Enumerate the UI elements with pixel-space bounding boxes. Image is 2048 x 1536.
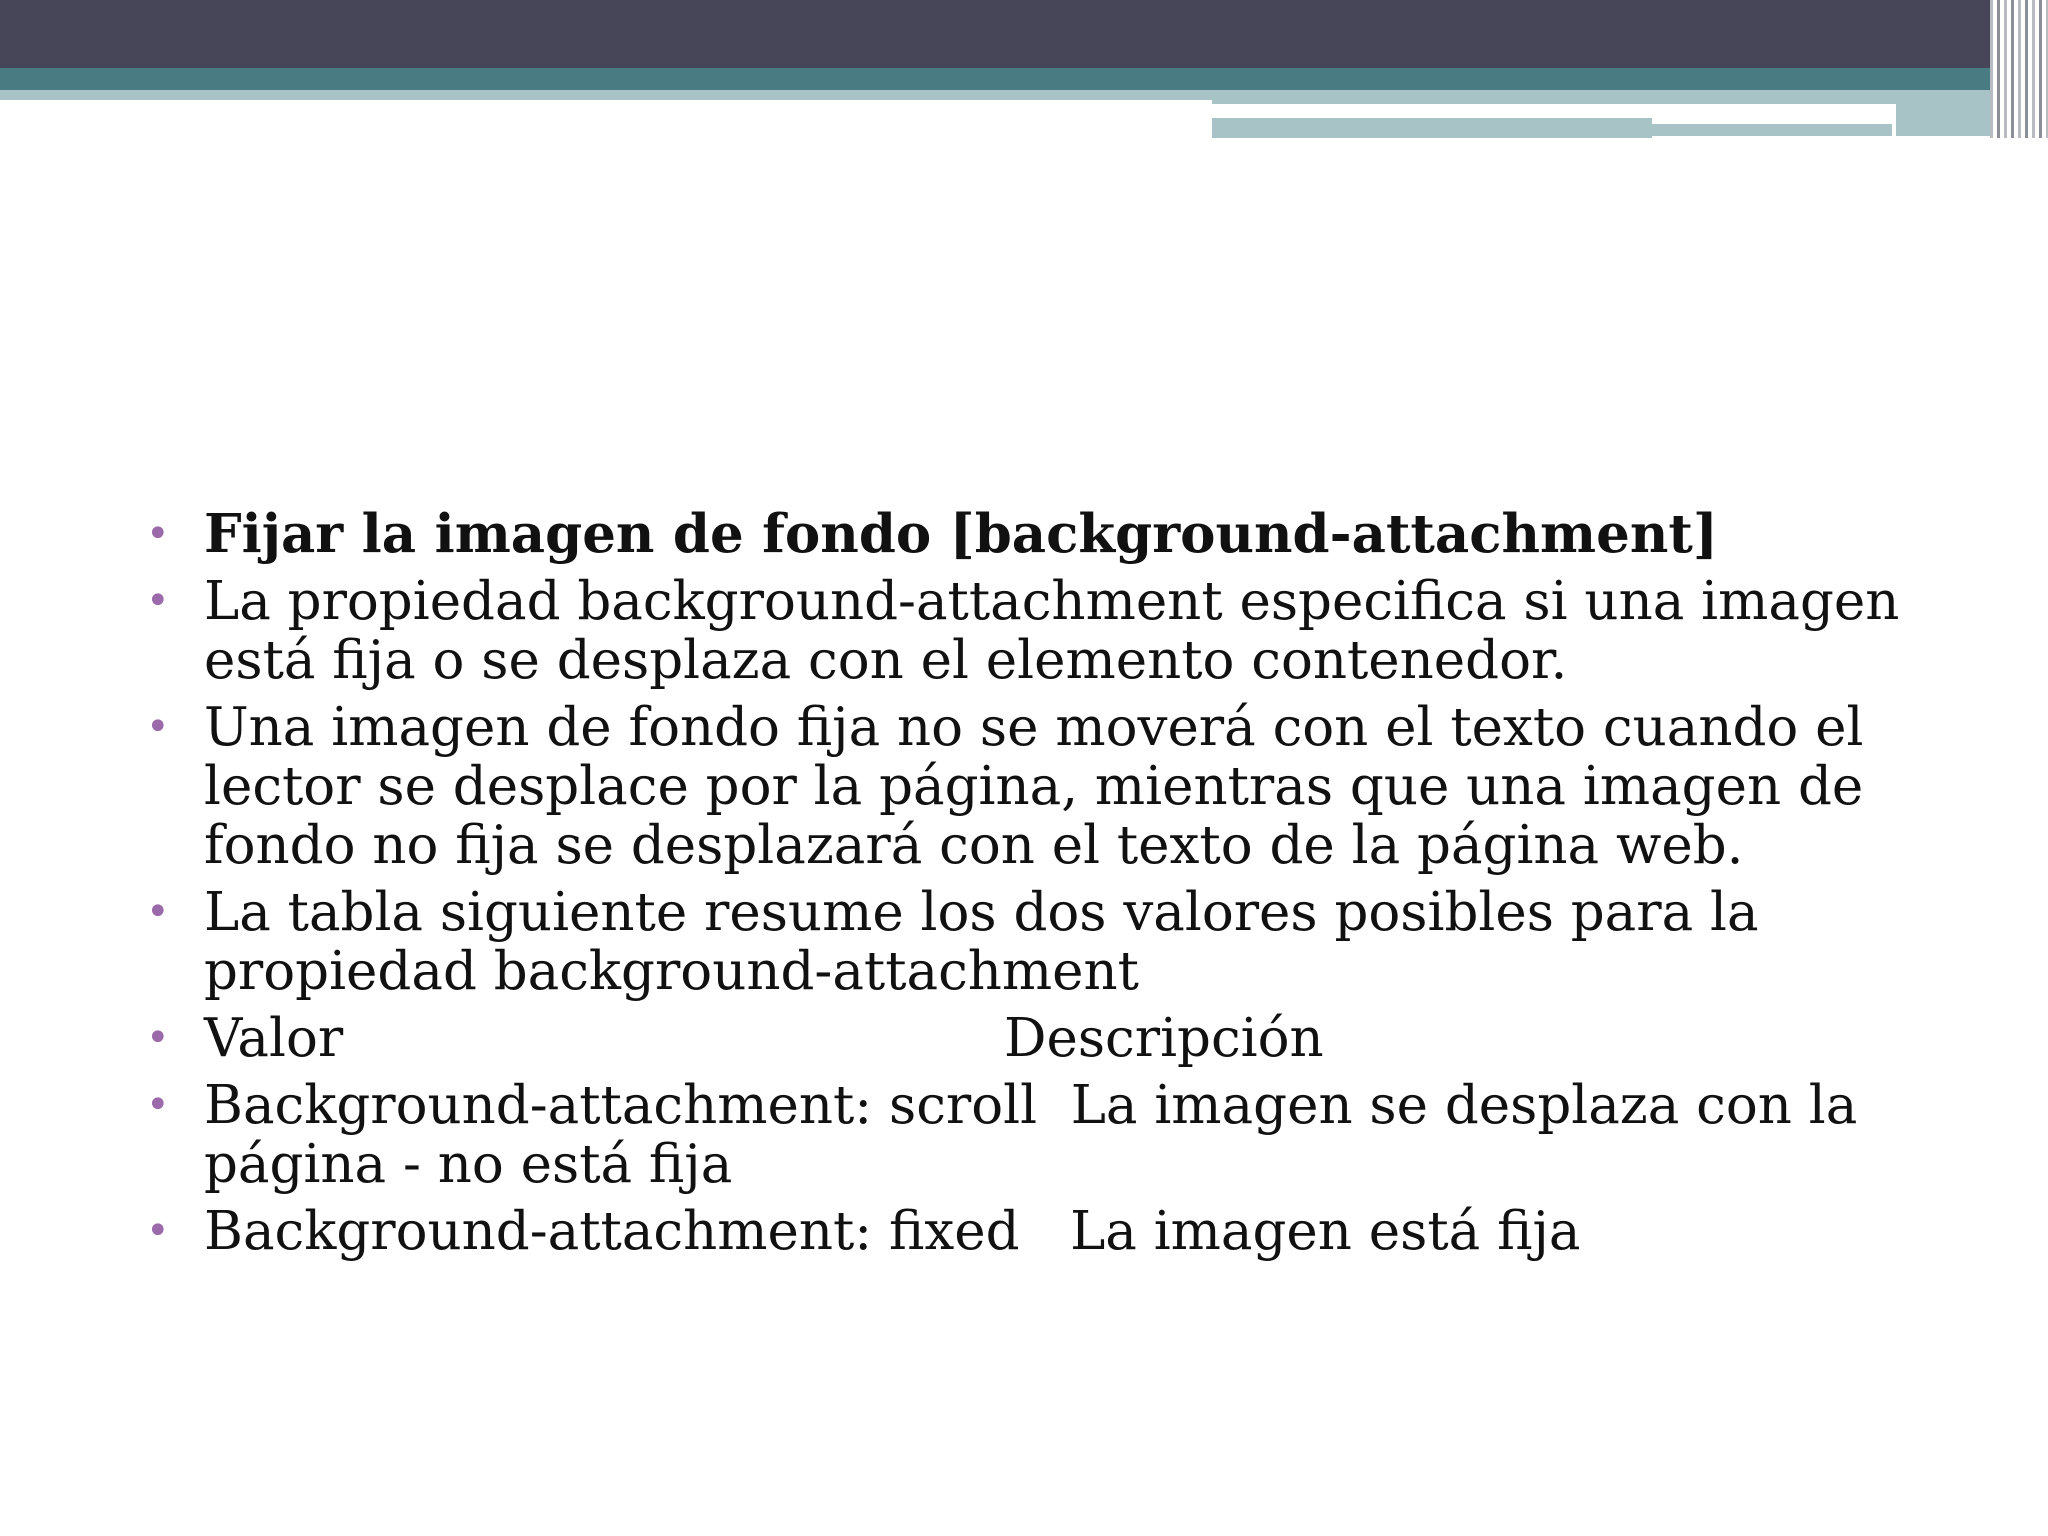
header-teal-band (0, 68, 2048, 90)
bullet-text: Background-attachment: scroll La imagen se desplaza con la página - no está fija (204, 1075, 1875, 1195)
bullet-dot-icon: • (146, 1082, 170, 1128)
bullet-item (140, 1076, 1940, 1194)
table-header-description: Descripción (1004, 1008, 1324, 1069)
bullet-dot-icon: • (146, 1208, 170, 1254)
bullet-item (140, 572, 1940, 690)
header-stripes (1990, 0, 2048, 138)
header-light-corner (1896, 100, 1996, 136)
bullet-item (140, 505, 1940, 564)
table-header-value: Valor (204, 1008, 344, 1069)
bullet-dot-icon: • (146, 578, 170, 624)
header-dark-band (0, 0, 2048, 68)
bullet-dot-icon: • (146, 511, 170, 557)
slide-content (140, 505, 1940, 1269)
bullet-item (140, 883, 1940, 1001)
header-light-bar (1212, 118, 1652, 138)
bullet-dot-icon: • (146, 1015, 170, 1061)
bullet-dot-icon: • (146, 889, 170, 935)
header-light-bar-short (1652, 124, 1892, 136)
bullet-text: Fijar la imagen de fondo [background-attachment] (204, 503, 1718, 565)
bullet-text: La propiedad background-attachment especifica si una imagen está fija o se desplaza con el elemento contenedor. (204, 571, 1900, 691)
bullet-dot-icon: • (146, 704, 170, 750)
bullet-text: Una imagen de fondo fija no se moverá con el texto cuando el lector se desplace por la página, mientras que una imagen de fondo no fija se desplazará con el texto de la página web. (204, 697, 1864, 876)
header-light-line (0, 90, 1212, 100)
bullet-text: La tabla siguiente resume los dos valores posibles para la propiedad background-attachment (204, 882, 1759, 1002)
bullet-list (140, 505, 1940, 1261)
bullet-item (140, 698, 1940, 875)
bullet-text: Background-attachment: fixed La imagen está fija (204, 1201, 1581, 1262)
bullet-item (140, 1202, 1940, 1261)
bullet-item-table-header (140, 1009, 1940, 1068)
